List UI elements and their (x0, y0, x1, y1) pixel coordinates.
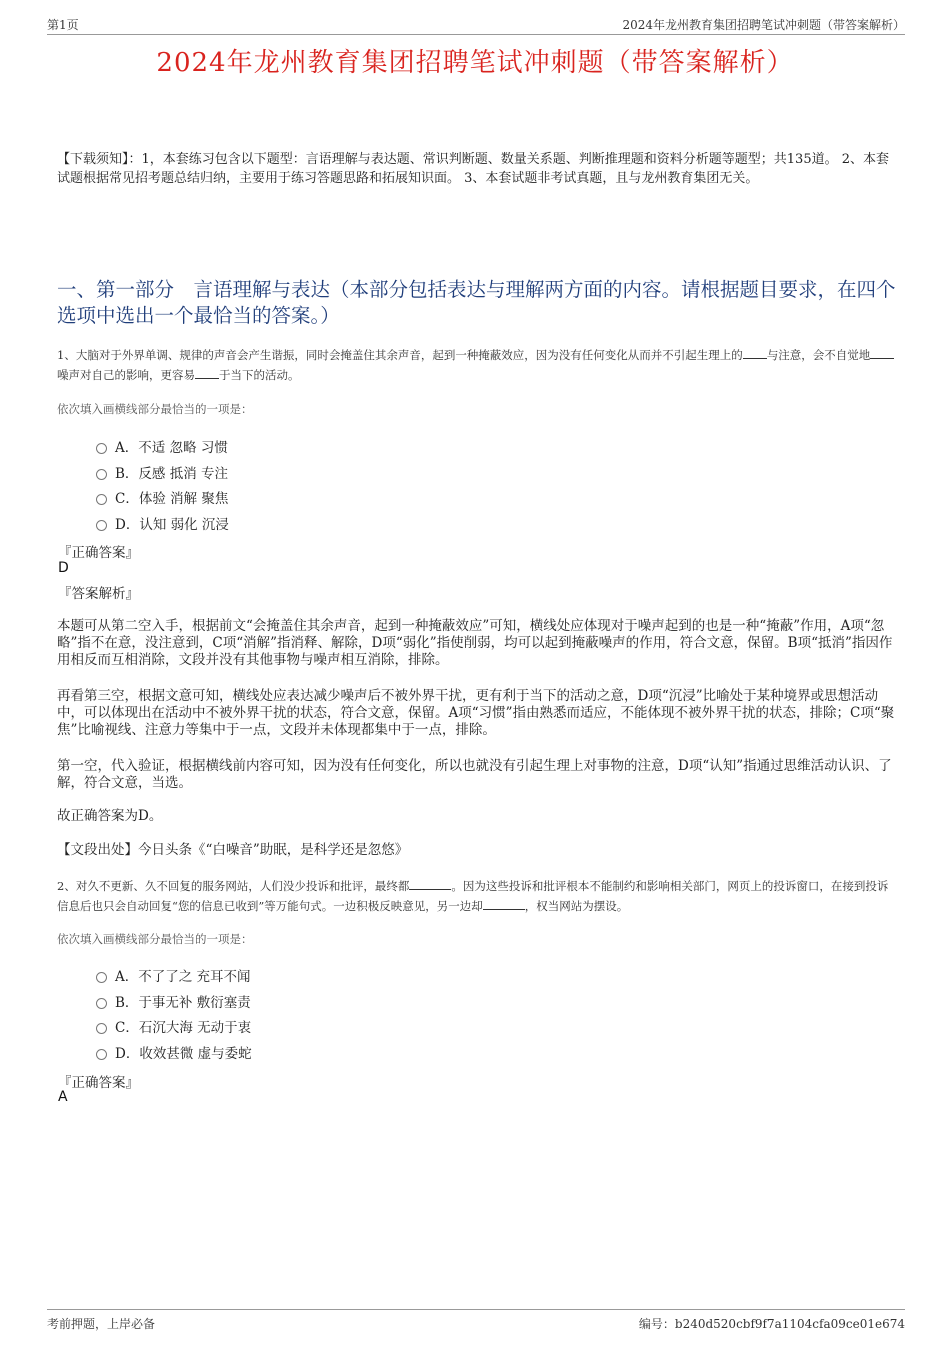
page-title: 2024年龙州教育集团招聘笔试冲刺题（带答案解析） (156, 48, 794, 78)
page-header (47, 14, 905, 35)
radio-button[interactable] (96, 1049, 107, 1060)
download-notice: 【下载须知】：1，本套练习包含以下题型：言语理解与表达题、常识判断题、数量关系题、判断推理题和资料分析题等题型；共135道。 2、本套试题根据常见招考题总结归纳，主要用于练习答题思路和拓展知识面。 3、本套试题非考试真题，且与龙州教育集团无关。 (57, 152, 889, 186)
section-heading: 一、第一部分 言语理解与表达（本部分包括表达与理解两方面的内容。请根据题目要求，在四个选项中选出一个最恰当的答案。） (57, 278, 896, 327)
document-id: 编号：b240d520cbf9f7a1104cfa09ce01e674 (638, 1317, 905, 1331)
analysis-conclusion: 故正确答案为D。 (57, 808, 163, 824)
question-1-text-d: 于当下的活动。 (219, 368, 300, 382)
option-label: D．收效甚微 虚与委蛇 (115, 1046, 252, 1062)
radio-button[interactable] (96, 469, 107, 480)
question-2-option-b[interactable] (96, 991, 251, 1011)
footer-slogan: 考前押题，上岸必备 (47, 1317, 156, 1331)
fill-blank (483, 897, 525, 910)
question-2-stem (57, 876, 899, 916)
fill-blank (743, 346, 767, 359)
analysis-paragraph: 再看第三空，根据文意可知，横线处应表达减少噪声后不被外界干扰，更有利于当下的活动之意，D项“沉浸”比喻处于某种境界或思想活动中，可以体现出在活动中不被外界干扰的状态，符合文意，保留。A项“习惯”指由熟悉而适应，不能体现不被外界干扰的状态，排除；C项“聚焦”比喻视线、注意力等集中于一点，文段并未体现都集中于一点，排除。 (57, 688, 895, 738)
question-1-option-d[interactable] (96, 513, 229, 533)
page-footer (47, 1309, 905, 1334)
question-2-option-c[interactable] (96, 1016, 251, 1036)
question-2-prompt: 依次填入画横线部分最恰当的一项是： (57, 932, 253, 946)
question-2-option-a[interactable] (96, 965, 251, 985)
correct-answer-label: 『正确答案』 (58, 545, 139, 561)
option-label: A．不了了之 充耳不闻 (115, 969, 251, 985)
option-label: A．不适 忽略 习惯 (115, 440, 228, 456)
question-2-option-d[interactable] (96, 1042, 252, 1062)
question-2-text-c: ，权当网站为摆设。 (524, 899, 629, 913)
question-2-text-b: 。因为这些投诉和批评根本不能制约和影响相关部门，网页上的投诉窗口，在接到投诉信息后也只会自动回复“您的信息已收到”等万能句式。一边积极反映意见，另一边却 (57, 879, 889, 913)
fill-blank (409, 877, 451, 890)
question-1-prompt: 依次填入画横线部分最恰当的一项是： (57, 402, 253, 416)
radio-button[interactable] (96, 1023, 107, 1034)
option-label: C．体验 消解 聚焦 (115, 491, 229, 507)
fill-blank (870, 346, 894, 359)
question-1-option-a[interactable] (96, 436, 228, 456)
question-1-option-b[interactable] (96, 462, 228, 482)
page-number: 第1页 (47, 18, 79, 32)
correct-answer-label: 『正确答案』 (58, 1075, 139, 1091)
option-label: C．石沉大海 无动于衷 (115, 1020, 252, 1036)
radio-button[interactable] (96, 972, 107, 983)
analysis-paragraph: 本题可从第二空入手，根据前文“会掩盖住其余声音，起到一种掩蔽效应”可知，横线处应体现对于噪声起到的也是一种“掩蔽”作用，A项“忽略”指不在意，没注意到，C项“消解”指消释、解除，D项“弱化”指使削弱，均可以起到掩蔽噪声的作用，符合文意，保留。B项“抵消”指因作用相反而互相消除，文段并没有其他事物与噪声相互消除，排除。 (57, 618, 893, 668)
radio-button[interactable] (96, 443, 107, 454)
header-doc-title: 2024年龙州教育集团招聘笔试冲刺题（带答案解析） (622, 18, 905, 32)
analysis-label: 『答案解析』 (58, 586, 139, 602)
question-2-text-a: 2、对久不更新、久不回复的服务网站，人们没少投诉和批评，最终都 (57, 879, 410, 893)
question-1-text-a: 1、大脑对于外界单调、规律的声音会产生谐振，同时会掩盖住其余声音，起到一种掩蔽效应，因为没有任何变化从而并不引起生理上的 (57, 348, 743, 362)
question-1-stem (57, 345, 899, 385)
question-1-text-b: 与注意，会不自觉地 (766, 348, 871, 362)
option-label: D．认知 弱化 沉浸 (115, 517, 229, 533)
radio-button[interactable] (96, 998, 107, 1009)
analysis-paragraph: 第一空，代入验证，根据横线前内容可知，因为没有任何变化，所以也就没有引起生理上对事物的注意，D项“认知”指通过思维活动认识、了解，符合文意，当选。 (57, 758, 892, 791)
correct-answer-value: A (58, 1089, 68, 1105)
source-citation: 【文段出处】今日头条《“白噪音”助眠，是科学还是忽悠》 (57, 842, 409, 858)
fill-blank (195, 366, 219, 379)
correct-answer-value: D (58, 560, 69, 576)
question-1-option-c[interactable] (96, 487, 228, 507)
option-label: B．于事无补 敷衍塞责 (115, 995, 251, 1011)
radio-button[interactable] (96, 520, 107, 531)
option-label: B．反感 抵消 专注 (115, 466, 229, 482)
question-1-text-c: 噪声对自己的影响，更容易 (57, 368, 195, 382)
radio-button[interactable] (96, 494, 107, 505)
